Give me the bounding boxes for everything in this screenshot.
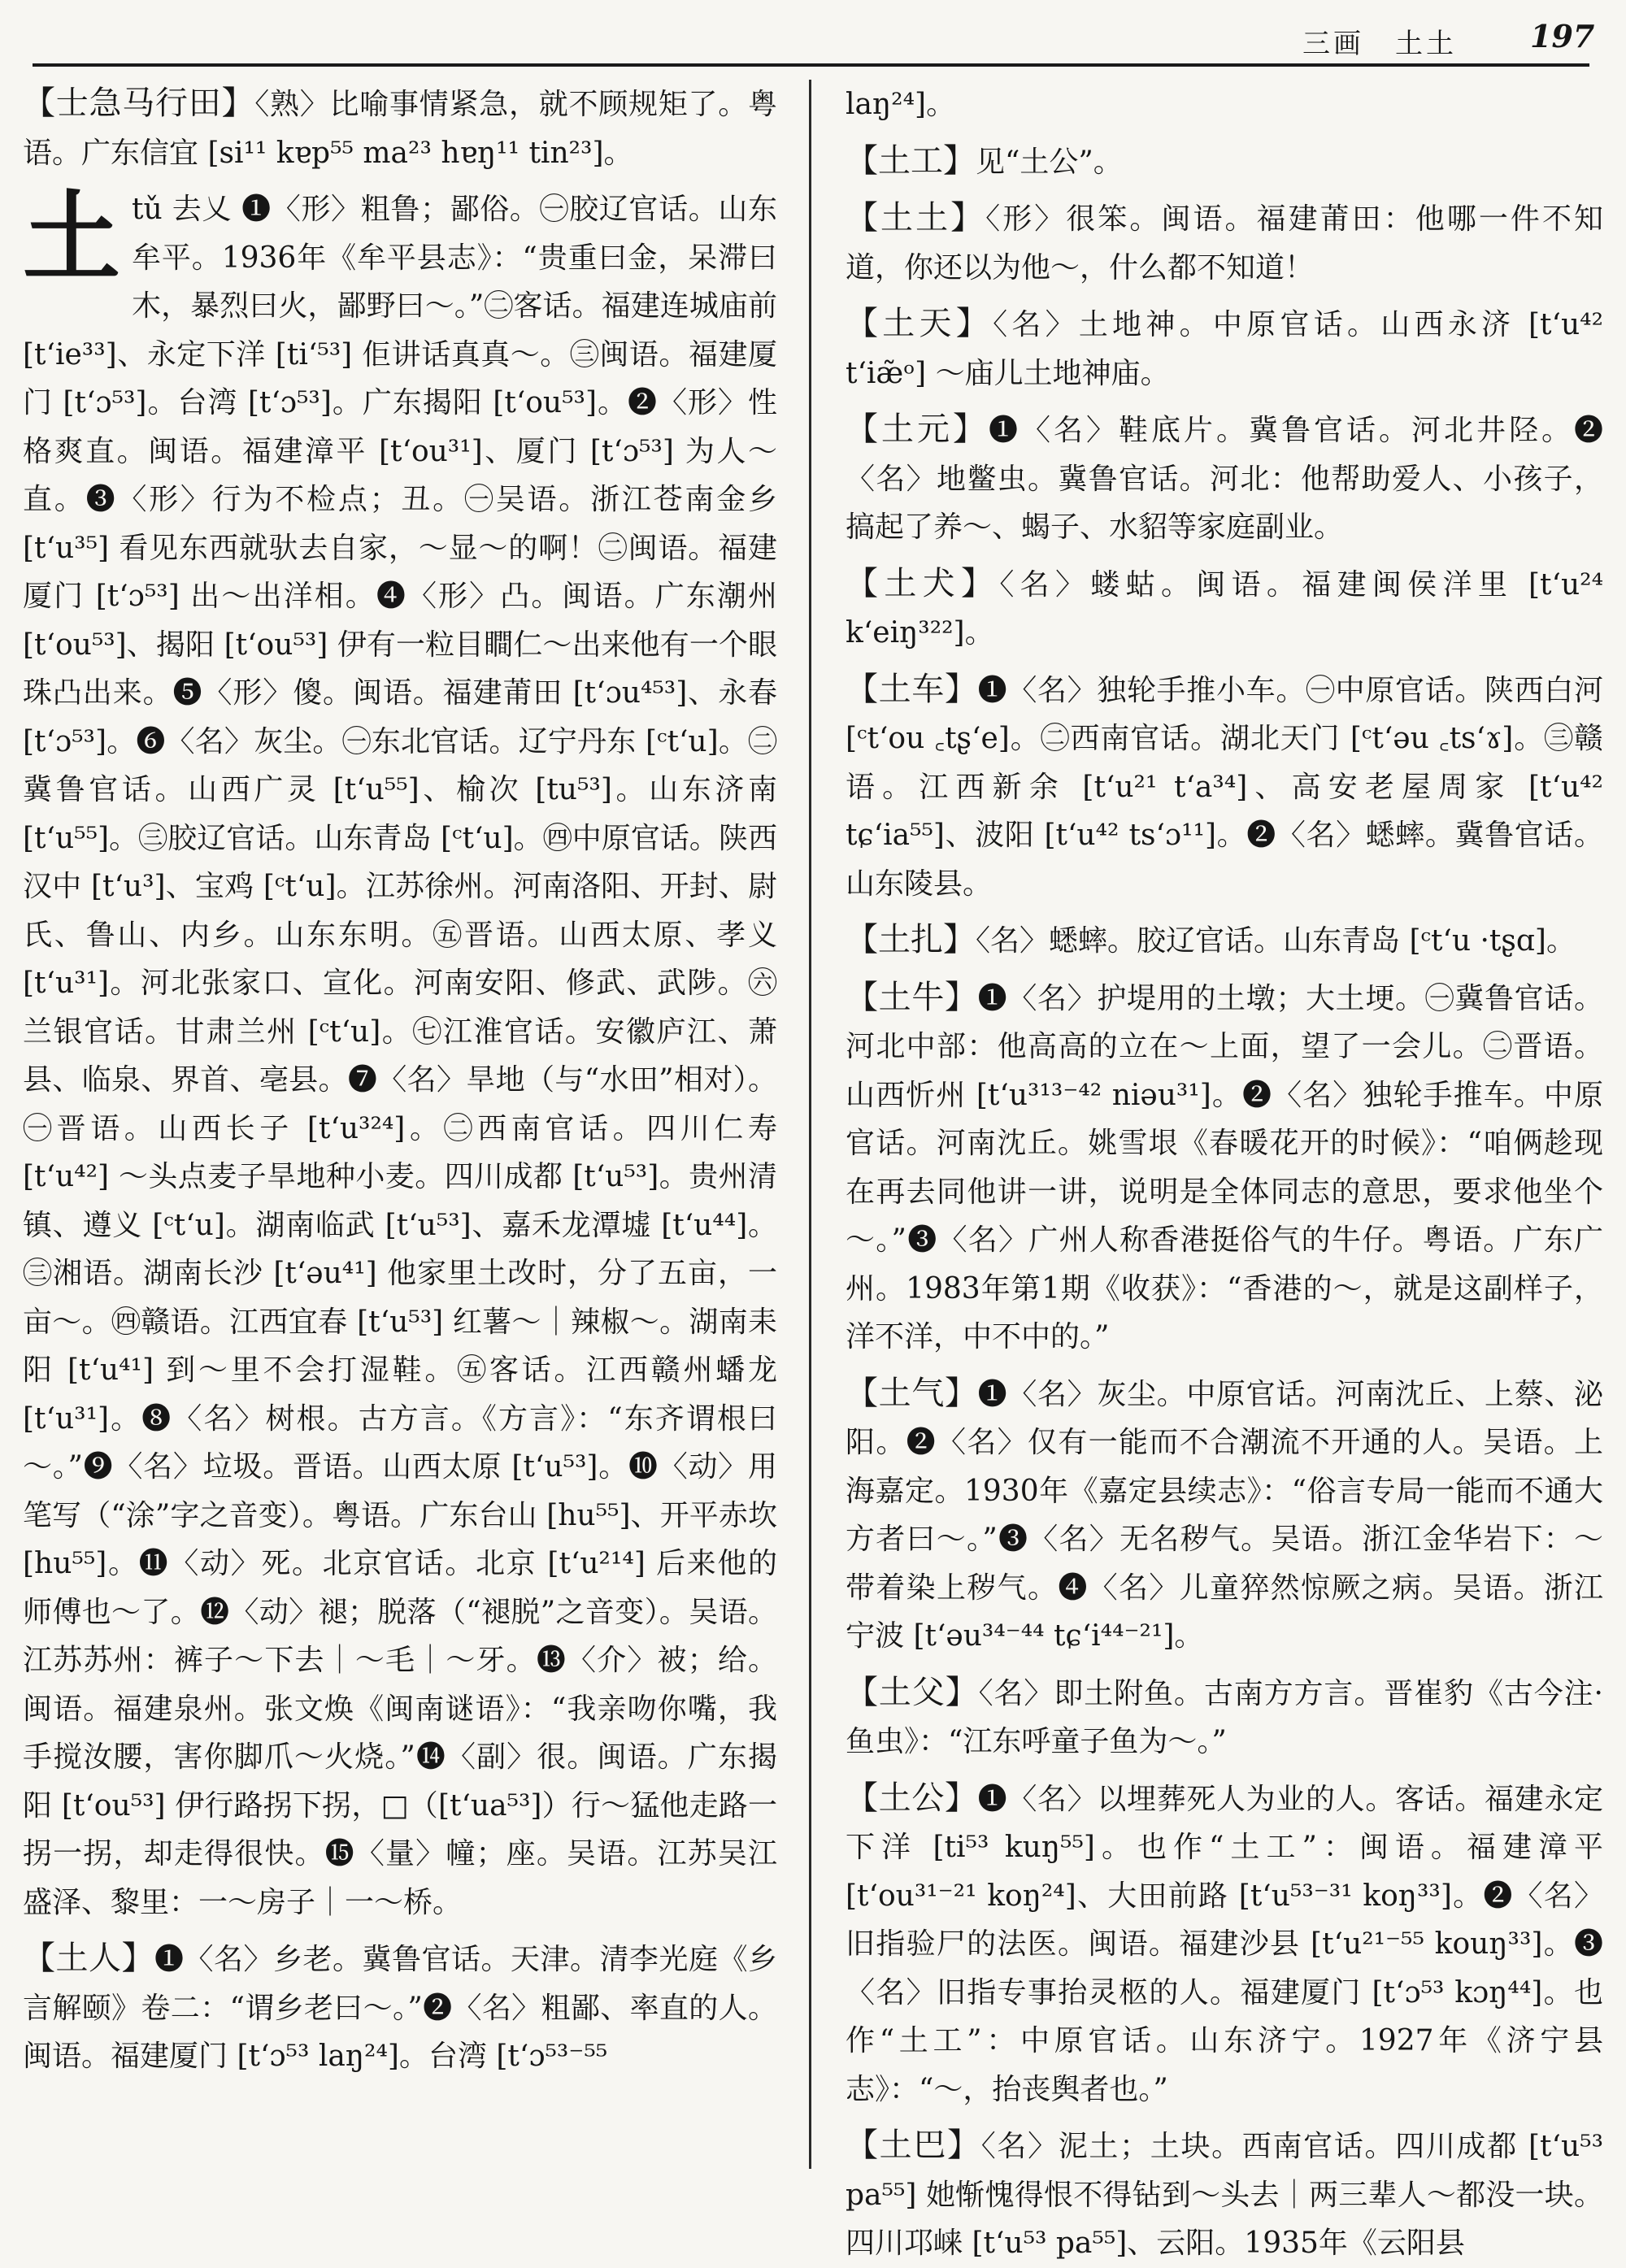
dictionary-entry	[23, 180, 777, 1927]
entry-definition: 〈名〉蝼蛄。闽语。福建闽侯洋里 [tʻu²⁴ kʻeiŋ³²²]。	[846, 567, 1603, 650]
header-rule	[33, 63, 1589, 67]
entry-headword: 【土气】	[846, 1374, 978, 1412]
entry-main-character: 土	[23, 180, 120, 295]
entry-headword: 【土土】	[846, 199, 986, 237]
header-section-title: 三画 土土	[1302, 28, 1457, 60]
entry-headword: 【土车】	[846, 670, 978, 708]
dictionary-entry	[846, 1775, 1603, 2114]
entry-definition: ❶〈名〉鞋底片。冀鲁官话。河北井陉。❷〈名〉地鳖虫。冀鲁官话。河北：他帮助爱人、小孩子，搞起了养～、蝎子、水貂等家庭副业。	[846, 414, 1603, 544]
dictionary-entry	[846, 406, 1603, 552]
entry-headword: 【土犬】	[846, 564, 1000, 602]
right-column	[846, 80, 1603, 2268]
entry-headword: 【土公】	[846, 1779, 978, 1817]
left-column	[23, 80, 777, 2081]
entry-definition: ❶〈名〉乡老。冀鲁官话。天津。清李光庭《乡言解颐》卷二：“谓乡老曰～。”❷〈名〉粗鄙、率直的人。闽语。福建厦门 [tʻɔ⁵³ laŋ²⁴]。台湾 [tʻɔ⁵³⁻⁵⁵	[23, 1943, 777, 2073]
dictionary-entry	[846, 137, 1603, 187]
page-header	[0, 0, 1626, 60]
entry-definition: ❶〈名〉独轮手推小车。㊀中原官话。陕西白河 [ᶜtʻou ꜀tʂʻe]。㊁西南官话。湖北天门 [ᶜtʻəu ꜀tsʻɤ]。㊂赣语。江西新余 [tʻu²¹ tʻa³⁴]、高安老屋周家 [tʻu⁴² tɕʻia⁵⁵]、波阳 [tʻu⁴² tsʻɔ¹¹]。❷〈名〉蟋蟀。冀鲁官话。山东陵县。	[846, 673, 1603, 901]
dictionary-entry	[846, 560, 1603, 658]
entry-headword: 【土巴】	[846, 2127, 981, 2164]
column-divider	[809, 80, 811, 2169]
entry-headword: 【土天】	[846, 305, 993, 342]
dictionary-entry	[846, 916, 1603, 966]
dictionary-entry	[846, 194, 1603, 292]
dictionary-entry	[846, 974, 1603, 1362]
entry-headword: 【土元】	[846, 411, 989, 448]
entry-headword: 【士急马行田】	[23, 85, 255, 122]
entry-headword: 【土父】	[846, 1673, 979, 1711]
entry-headword: 【土人】	[23, 1940, 154, 1977]
entry-definition: laŋ²⁴]。	[846, 88, 956, 121]
entry-definition: 〈名〉即土附鱼。古南方方言。晋崔豹《古今注·鱼虫》：“江东呼童子鱼为～。”	[846, 1676, 1603, 1758]
entry-headword: 【土扎】	[846, 921, 976, 958]
dictionary-entry	[23, 1935, 777, 2081]
entry-definition: ❶〈名〉灰尘。中原官话。河南沈丘、上蔡、泌阳。❷〈名〉仅有一能而不合潮流不开通的人。吴语。上海嘉定。1930年《嘉定县续志》：“俗言专局一能而不通大方者曰～。”❸〈名〉无名秽气。吴语。浙江金华岩下：～带着染上秽气。❹〈名〉儿童猝然惊厥之病。吴语。浙江宁波 [tʻəu³⁴⁻⁴⁴ tɕʻi⁴⁴⁻²¹]。	[846, 1377, 1603, 1653]
dictionary-entry	[846, 300, 1603, 398]
entry-definition: 〈名〉蟋蟀。胶辽官话。山东青岛 [ᶜtʻu ·tʂɑ]。	[976, 924, 1576, 958]
entry-definition: 见“土公”。	[976, 145, 1123, 179]
entry-definition: tǔ 去乂 ❶〈形〉粗鲁；鄙俗。㊀胶辽官话。山东牟平。1936年《牟平县志》：“贵重曰金，呆滞曰木，暴烈曰火，鄙野曰～。”㊁客话。福建连城庙前 [tʻie³³]、永定下洋 [tiʻ⁵³] 佢讲话真真～。㊂闽语。福建厦门 [tʻɔ⁵³]。台湾 [tʻɔ⁵³]。广东揭阳 [tʻou⁵³]。❷〈形〉性格爽直。闽语。福建漳平 [tʻou³¹]、厦门 [tʻɔ⁵³] 为人～直。❸〈形〉行为不检点；丑。㊀吴语。浙江苍南金乡 [tʻu³⁵] 看见东西就驮去自家，～显～的啊！㊁闽语。福建厦门 [tʻɔ⁵³] 出～出洋相。❹〈形〉凸。闽语。广东潮州 [tʻou⁵³]、揭阳 [tʻou⁵³] 伊有一粒目瞷仁～出来他有一个眼珠凸出来。❺〈形〉傻。闽语。福建莆田 [tʻɔu⁴⁵³]、永春 [tʻɔ⁵³]。❻〈名〉灰尘。㊀东北官话。辽宁丹东 [ᶜtʻu]。㊁冀鲁官话。山西广灵 [tʻu⁵⁵]、榆次 [tu⁵³]。山东济南 [tʻu⁵⁵]。㊂胶辽官话。山东青岛 [ᶜtʻu]。㊃中原官话。陕西汉中 [tʻu³]、宝鸡 [ᶜtʻu]。江苏徐州。河南洛阳、开封、尉氏、鲁山、内乡。山东东明。㊄晋语。山西太原、孝义 [tʻu³¹]。河北张家口、宣化。河南安阳、修武、武陟。㊅兰银官话。甘肃兰州 [ᶜtʻu]。㊆江淮官话。安徽庐江、萧县、临泉、界首、亳县。❼〈名〉旱地（与“水田”相对）。㊀晋语。山西长子 [tʻu³²⁴]。㊁西南官话。四川仁寿 [tʻu⁴²] ～头点麦子旱地种小麦。四川成都 [tʻu⁵³]。贵州清镇、遵义 [ᶜtʻu]。湖南临武 [tʻu⁵³]、嘉禾龙潭墟 [tʻu⁴⁴]。㊂湘语。湖南长沙 [tʻəu⁴¹] 他家里土改时，分了五亩，一亩～。㊃赣语。江西宜春 [tʻu⁵³] 红薯～｜辣椒～。湖南耒阳 [tʻu⁴¹] 到～里不会打湿鞋。㊄客话。江西赣州蟠龙 [tʻu³¹]。❽〈名〉树根。古方言。《方言》：“东齐谓根曰～。”❾〈名〉垃圾。晋语。山西太原 [tʻu⁵³]。❿〈动〉用笔写（“涂”字之音变）。粤语。广东台山 [hu⁵⁵]、开平赤坎 [hu⁵⁵]。⓫〈动〉死。北京官话。北京 [tʻu²¹⁴] 后来他的师傅也～了。⓬〈动〉褪；脱落（“褪脱”之音变）。吴语。江苏苏州：裤子～下去｜～毛｜～牙。⓭〈介〉被；给。闽语。福建泉州。张文焕《闽南谜语》：“我亲吻你嘴，我手搅汝腰，害你脚爪～火烧。”⓮〈副〉很。闽语。广东揭阳 [tʻou⁵³] 伊行路拐下拐，□（[tʻua⁵³]）行～猛他走路一拐一拐，却走得很快。⓯〈量〉幢；座。吴语。江苏吴江盛泽、黎里：一～房子｜一～桥。	[23, 193, 777, 1919]
dictionary-entry	[846, 1669, 1603, 1766]
entry-definition: ❶〈名〉护堤用的土墩；大土埂。㊀冀鲁官话。河北中部：他高高的立在～上面，望了一会儿。㊁晋语。山西忻州 [tʻu³¹³⁻⁴² niəu³¹]。❷〈名〉独轮手推车。中原官话。河南沈丘。姚雪垠《春暖花开的时候》：“咱俩趁现在再去同他讲一讲，说明是全体同志的意思，要求他坐个～。”❸〈名〉广州人称香港挺俗气的牛仔。粤语。广东广州。1983年第1期《收获》：“香港的～，就是这副样子，洋不洋，中不中的。”	[846, 981, 1603, 1353]
entry-definition: 〈形〉很笨。闽语。福建莆田：他哪一件不知道，你还以为他～，什么都不知道！	[846, 202, 1603, 285]
entry-definition: 〈熟〉比喻事情紧急，就不顾规矩了。粤语。广东信宜 [si¹¹ kɐp⁵⁵ ma²³ hɐŋ¹¹ tin²³]。	[23, 88, 777, 170]
dictionary-entry	[23, 80, 777, 177]
entry-headword: 【土牛】	[846, 978, 978, 1016]
page-number: 197	[1530, 18, 1595, 54]
entry-headword: 【土工】	[846, 141, 976, 180]
dictionary-entry	[846, 666, 1603, 909]
entry-definition: ❶〈名〉以埋葬死人为业的人。客话。福建永定下洋 [ti⁵³ kuŋ⁵⁵]。也作“土工”：闽语。福建漳平 [tʻou³¹⁻²¹ koŋ²⁴]、大田前路 [tʻu⁵³⁻³¹ koŋ³³]。❷〈名〉旧指验尸的法医。闽语。福建沙县 [tʻu²¹⁻⁵⁵ kouŋ³³]。❸〈名〉旧指专事抬灵柩的人。福建厦门 [tʻɔ⁵³ kɔŋ⁴⁴]。也作“土工”：中原官话。山东济宁。1927年《济宁县志》：“～，抬丧舆者也。”	[846, 1782, 1603, 2106]
dictionary-entry	[846, 1370, 1603, 1661]
dictionary-entry	[846, 80, 1603, 129]
entry-definition: 〈名〉土地神。中原官话。山西永济 [tʻu⁴² tʻiæ̃ᵒ] ～庙儿土地神庙。	[846, 308, 1604, 390]
entry-definition: 〈名〉泥土；土块。西南官话。四川成都 [tʻu⁵³ pa⁵⁵] 她惭愧得恨不得钻到～头去｜两三辈人～都没一块。四川邛崃 [tʻu⁵³ pa⁵⁵]、云阳。1935年《云阳县	[846, 2130, 1604, 2260]
